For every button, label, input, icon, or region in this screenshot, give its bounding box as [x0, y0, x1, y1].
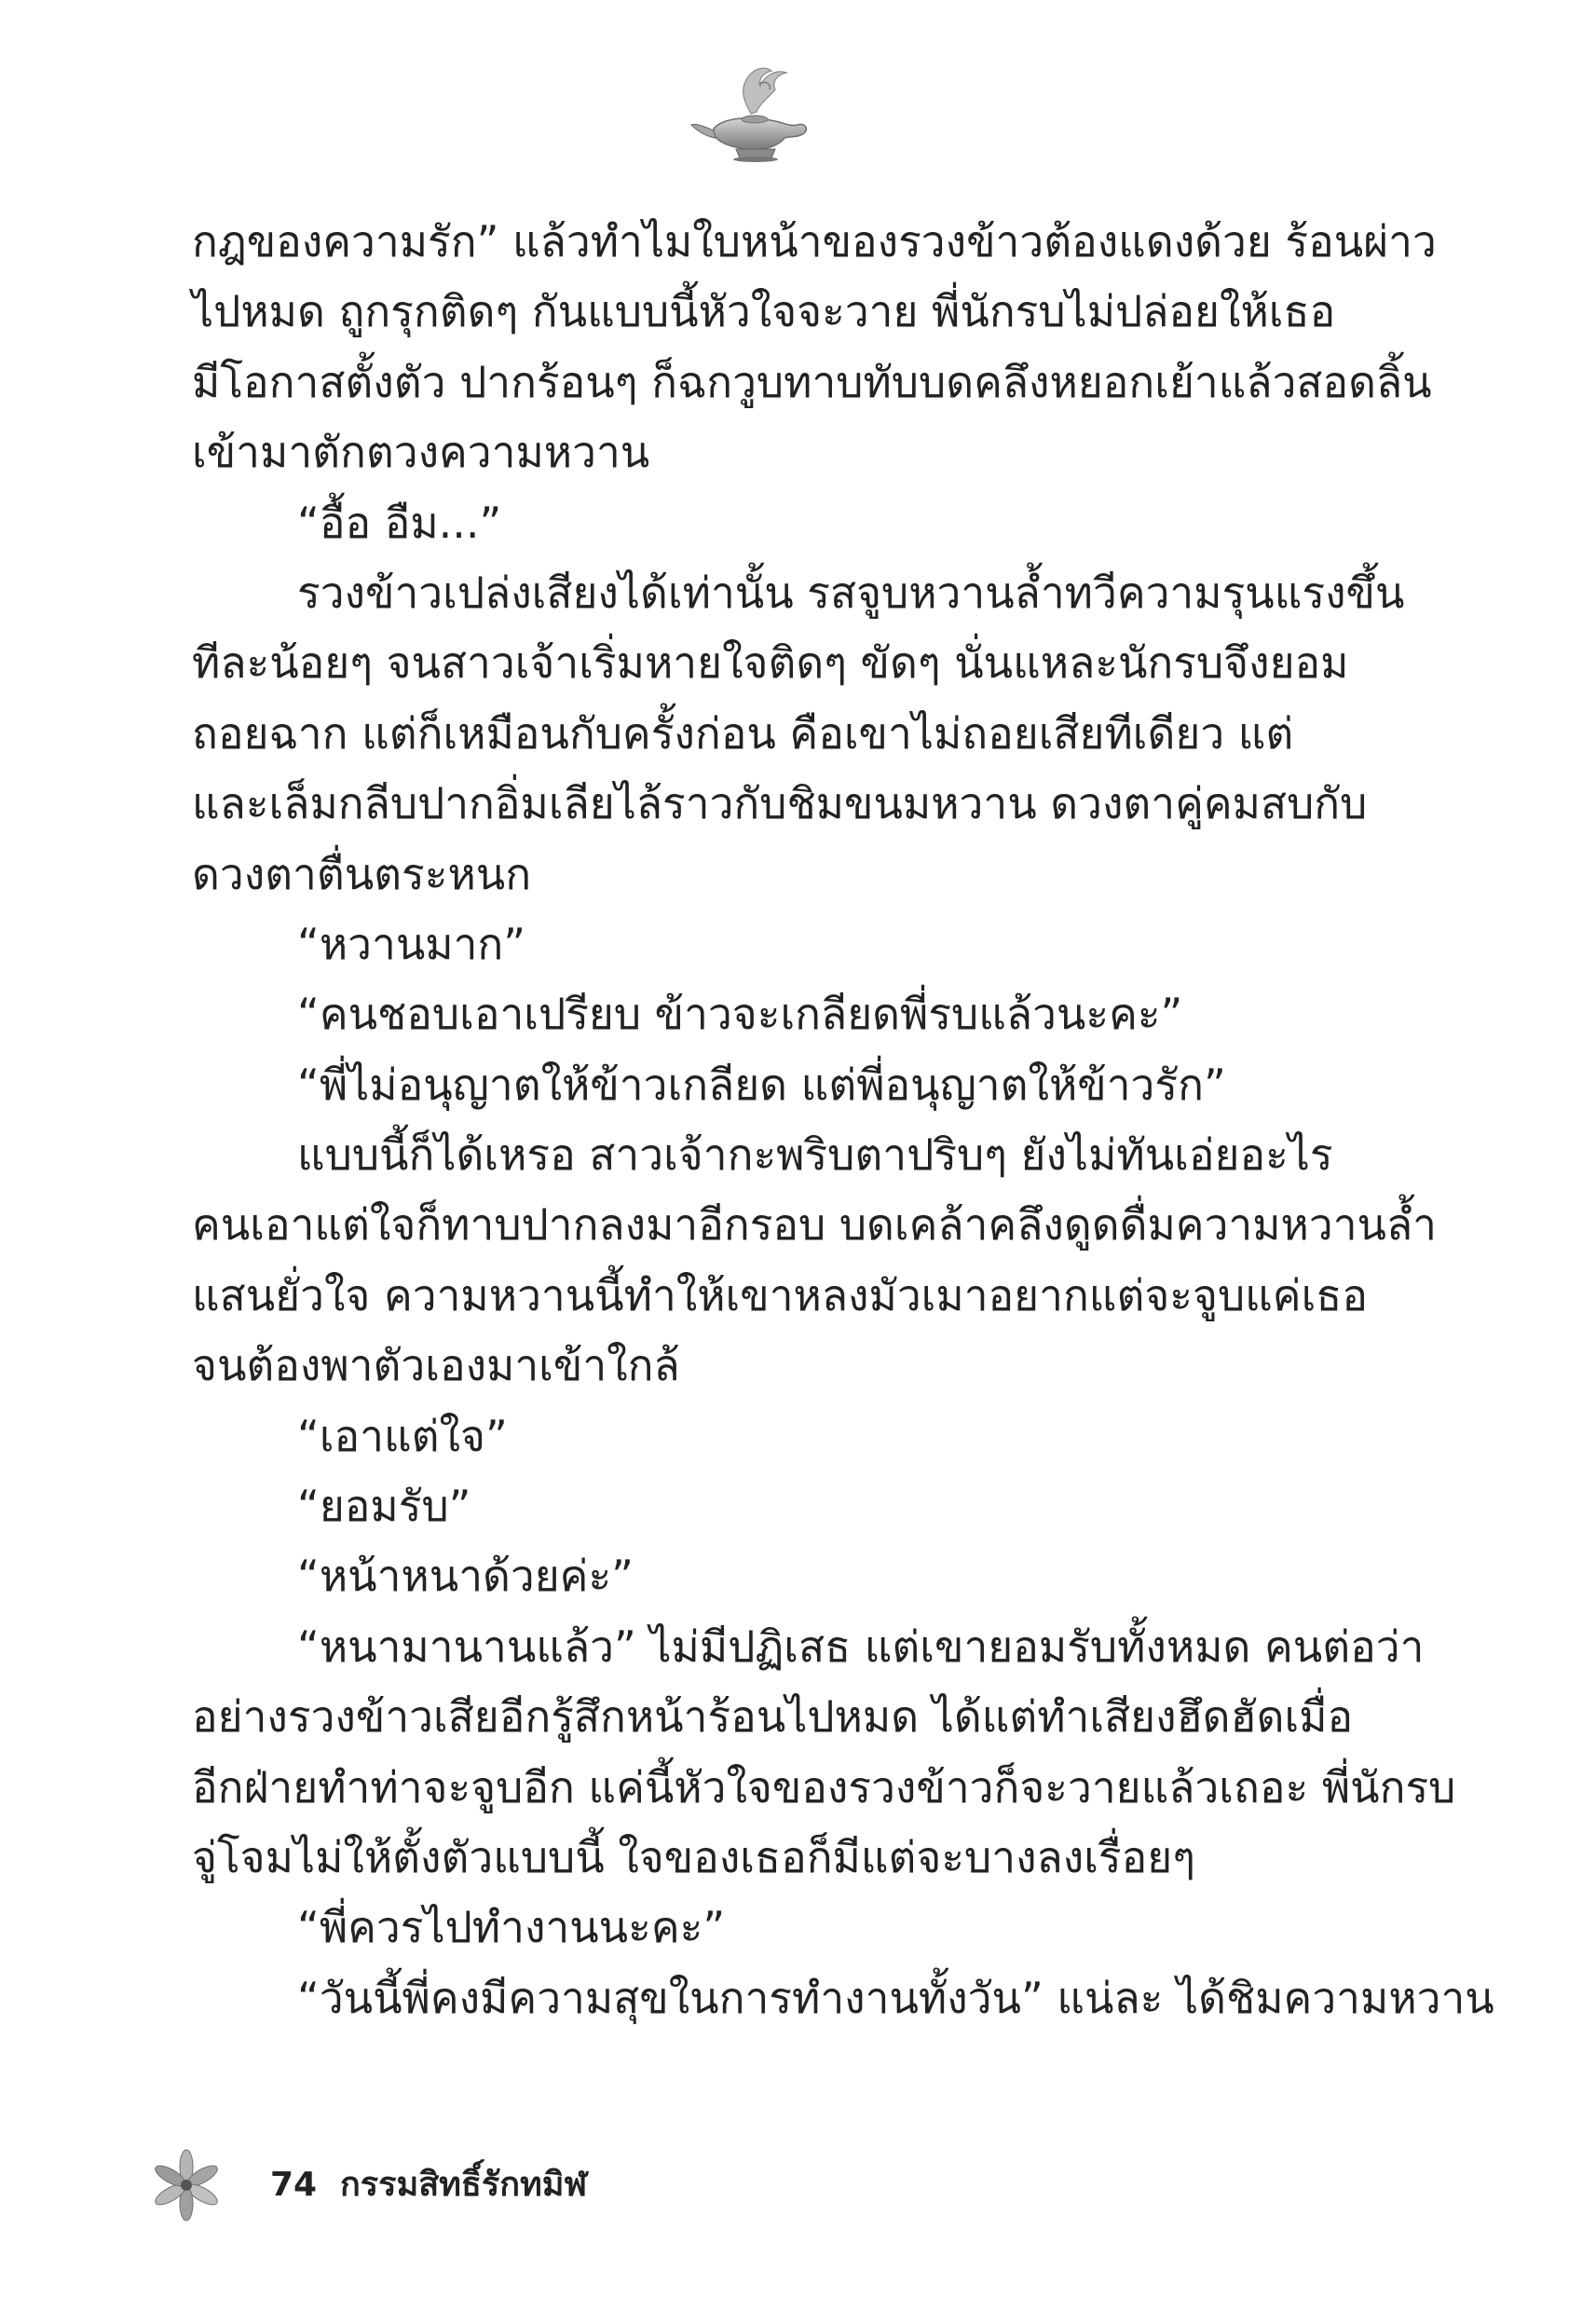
text-line: “หน้าหนาด้วยค่ะ” — [297, 1551, 634, 1602]
page-number: 74 — [270, 2166, 318, 2204]
text-line: “หวานมาก” — [297, 918, 526, 969]
text-line: อย่างรวงข้าวเสียอีกรู้สึกหน้าร้อนไปหมด ได้แต่ทำเสียงฮึดฮัดเมื่อ — [192, 1691, 1354, 1743]
text-line: รวงข้าวเปล่งเสียงได้เท่านั้น รสจูบหวานล้ำทวีความรุนแรงขึ้น — [297, 567, 1405, 618]
text-line: เข้ามาตักตวงความหวาน — [192, 427, 650, 478]
text-line: กฎของความรัก” แล้วทำไมใบหน้าของรวงข้าวต้องแดงด้วย ร้อนผ่าว — [192, 216, 1437, 267]
text-line: ไปหมด ถูกรุกติดๆ กันแบบนี้หัวใจจะวาย พี่นักรบไม่ปล่อยให้เธอ — [192, 286, 1336, 337]
text-line: จู่โจมไม่ให้ตั้งตัวแบบนี้ ใจของเธอก็มีแต่จะบางลงเรื่อยๆ — [192, 1831, 1195, 1882]
text-line: “พี่ควรไปทำงานนะคะ” — [297, 1902, 726, 1953]
text-line: “ยอมรับ” — [297, 1481, 471, 1532]
text-line: ทีละน้อยๆ จนสาวเจ้าเริ่มหายใจติดๆ ขัดๆ นั่นแหละนักรบจึงยอม — [192, 637, 1349, 689]
text-line: มีโอกาสตั้งตัว ปากร้อนๆ ก็ฉกวูบทาบทับบดคลึงหยอกเย้าแล้วสอดลิ้น — [192, 356, 1432, 407]
text-line: แบบนี้ก็ได้เหรอ สาวเจ้ากะพริบตาปริบๆ ยังไม่ทันเอ่ยอะไร — [297, 1129, 1333, 1181]
flower-icon — [149, 2148, 224, 2222]
text-line: “คนชอบเอาเปรียบ ข้าวจะเกลียดพี่รบแล้วนะคะ” — [297, 989, 1183, 1040]
text-line: อีกฝ่ายทำท่าจะจูบอีก แค่นี้หัวใจของรวงข้าวก็จะวายแล้วเถอะ พี่นักรบ — [192, 1761, 1456, 1812]
text-line: คนเอาแต่ใจก็ทาบปากลงมาอีกรอบ บดเคล้าคลึงดูดดื่มความหวานล้ำ — [192, 1199, 1437, 1251]
text-line: และเล็มกลีบปากอิ่มเลียไล้ราวกับชิมขนมหวาน ดวงตาคู่คมสบกับ — [192, 778, 1368, 829]
page-footer — [149, 2148, 801, 2222]
text-line: ดวงตาตื่นตระหนก — [192, 848, 532, 899]
text-line: “หนามานานแล้ว” ไม่มีปฏิเสธ แต่เขายอมรับทั้งหมด คนต่อว่า — [297, 1620, 1425, 1672]
text-line: “เอาแต่ใจ” — [297, 1410, 508, 1461]
book-title: กรรมสิทธิ์รักทมิฬ — [340, 2166, 588, 2204]
text-line: “วันนี้พี่คงมีความสุขในการทำงานทั้งวัน” แน่ละ ได้ชิมความหวาน — [297, 1972, 1494, 2023]
genie-lamp-icon — [686, 56, 825, 168]
text-line: ถอยฉาก แต่ก็เหมือนกับครั้งก่อน คือเขาไม่ถอยเสียทีเดียว แต่ — [192, 707, 1294, 759]
text-line: จนต้องพาตัวเองมาเข้าใกล้ — [192, 1340, 680, 1391]
body-text — [192, 207, 1494, 2033]
text-line: แสนยั่วใจ ความหวานนี้ทำให้เขาหลงมัวเมาอยากแต่จะจูบแค่เธอ — [192, 1269, 1368, 1320]
text-line: “อื้อ อืม...” — [297, 497, 502, 548]
text-line: “พี่ไม่อนุญาตให้ข้าวเกลียด แต่พี่อนุญาตให้ข้าวรัก” — [297, 1059, 1226, 1110]
